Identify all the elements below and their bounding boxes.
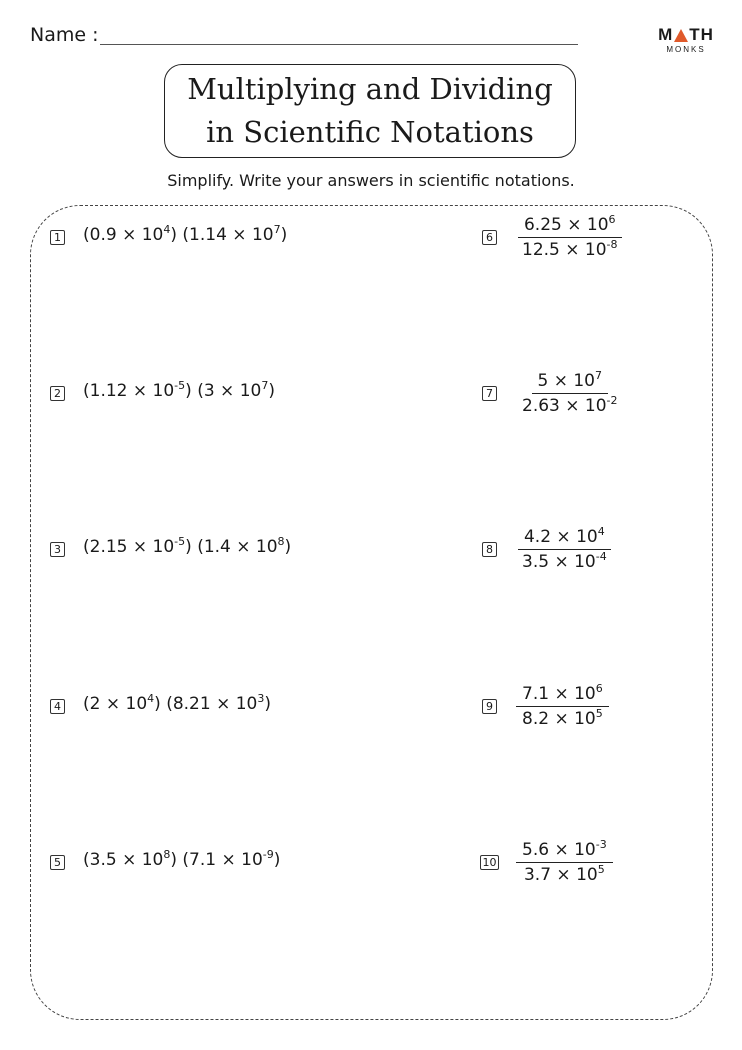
problem-expression-5: [83, 850, 280, 870]
logo-wordmark: [654, 26, 718, 43]
first-factor-close-paren: ): [185, 537, 192, 557]
first-factor-close-paren: ): [170, 225, 177, 245]
problem-number-3: 3: [50, 542, 65, 557]
fraction-numerator: [518, 527, 611, 550]
denominator-coefficient: 3.7 × 10: [523, 865, 598, 885]
fraction-denominator: [516, 394, 624, 416]
second-factor-close-paren: ): [273, 850, 281, 870]
fraction-numerator: [518, 215, 622, 238]
logo-triangle-icon: [674, 29, 688, 42]
first-factor-exponent: 4: [147, 692, 155, 705]
name-field-line[interactable]: [100, 44, 578, 45]
first-factor-close-paren: ): [154, 694, 161, 714]
problem-number-7: 7: [482, 386, 497, 401]
second-factor-exponent: 7: [273, 223, 281, 236]
fraction-denominator: [518, 863, 611, 885]
numerator-exponent: 6: [595, 682, 603, 695]
second-factor-exponent: 8: [277, 535, 285, 548]
denominator-exponent: -2: [606, 394, 618, 407]
title-line-2: in Scientific Notations: [206, 115, 534, 149]
numerator-coefficient: 4.2 × 10: [523, 527, 598, 547]
problem-number-5: 5: [50, 855, 65, 870]
first-factor-coefficient: (1.12 × 10: [83, 381, 175, 401]
numerator-coefficient: 5 × 10: [537, 371, 595, 391]
denominator-coefficient: 2.63 × 10: [522, 396, 607, 416]
numerator-exponent: -3: [595, 838, 607, 851]
numerator-exponent: 7: [595, 369, 602, 382]
problem-number-8: 8: [482, 542, 497, 557]
second-factor-close-paren: ): [268, 381, 275, 401]
second-factor-exponent: -9: [262, 848, 274, 861]
second-factor-coefficient: (1.4 × 10: [197, 537, 278, 557]
math-monks-logo: [654, 26, 718, 54]
fraction-numerator: [516, 684, 609, 707]
problem-fraction-9: [516, 684, 609, 729]
fraction-numerator: [532, 371, 609, 394]
second-factor-exponent: 3: [257, 692, 265, 705]
denominator-coefficient: 8.2 × 10: [522, 709, 596, 729]
logo-letter-m: M: [658, 25, 674, 44]
problem-fraction-10: [516, 840, 613, 885]
problem-fraction-6: [516, 215, 624, 260]
denominator-coefficient: 3.5 × 10: [522, 552, 596, 572]
first-factor-coefficient: (2.15 × 10: [83, 537, 175, 557]
problem-fraction-7: [516, 371, 624, 416]
denominator-exponent: -8: [606, 238, 618, 251]
first-factor-exponent: 4: [163, 223, 171, 236]
fraction-denominator: [516, 550, 613, 572]
problem-number-4: 4: [50, 699, 65, 714]
numerator-exponent: 6: [608, 213, 616, 226]
instructions: Simplify. Write your answers in scientific notations.: [167, 171, 575, 190]
fraction-denominator: [516, 707, 609, 729]
title-line-1: Multiplying and Dividing: [187, 72, 553, 106]
problem-number-2: 2: [50, 386, 65, 401]
problem-number-6: 6: [482, 230, 497, 245]
second-factor-close-paren: ): [264, 694, 271, 714]
first-factor-exponent: -5: [174, 535, 186, 548]
problem-expression-2: [83, 381, 275, 401]
problem-expression-4: [83, 694, 271, 714]
second-factor-coefficient: (7.1 × 10: [182, 850, 263, 870]
denominator-coefficient: 12.5 × 10: [522, 240, 607, 260]
first-factor-exponent: 8: [163, 848, 171, 861]
second-factor-coefficient: (3 × 10: [197, 381, 262, 401]
problem-number-9: 9: [482, 699, 497, 714]
denominator-exponent: 5: [595, 707, 603, 720]
problem-area: [30, 205, 713, 1020]
first-factor-close-paren: ): [170, 850, 177, 870]
problem-expression-1: [83, 225, 287, 245]
second-factor-coefficient: (1.14 × 10: [182, 225, 274, 245]
denominator-exponent: -4: [595, 550, 607, 563]
name-label: Name :: [30, 24, 99, 46]
first-factor-coefficient: (3.5 × 10: [83, 850, 164, 870]
second-factor-close-paren: ): [284, 537, 292, 557]
problem-number-10: 10: [480, 855, 499, 870]
problem-fraction-8: [516, 527, 613, 572]
numerator-exponent: 4: [597, 525, 605, 538]
logo-subtext: MONKS: [666, 45, 706, 54]
logo-letters-th: TH: [689, 25, 714, 44]
fraction-denominator: [516, 238, 624, 260]
first-factor-coefficient: (0.9 × 10: [83, 225, 164, 245]
first-factor-close-paren: ): [185, 381, 192, 401]
denominator-exponent: 5: [597, 863, 605, 876]
fraction-numerator: [516, 840, 613, 863]
second-factor-exponent: 7: [261, 379, 269, 392]
numerator-coefficient: 5.6 × 10: [522, 840, 596, 860]
worksheet-title: [164, 64, 576, 158]
second-factor-coefficient: (8.21 × 10: [166, 694, 258, 714]
first-factor-coefficient: (2 × 10: [83, 694, 148, 714]
problem-expression-3: [83, 537, 291, 557]
problem-number-1: 1: [50, 230, 65, 245]
first-factor-exponent: -5: [174, 379, 186, 392]
numerator-coefficient: 6.25 × 10: [523, 215, 609, 235]
second-factor-close-paren: ): [280, 225, 288, 245]
numerator-coefficient: 7.1 × 10: [522, 684, 596, 704]
